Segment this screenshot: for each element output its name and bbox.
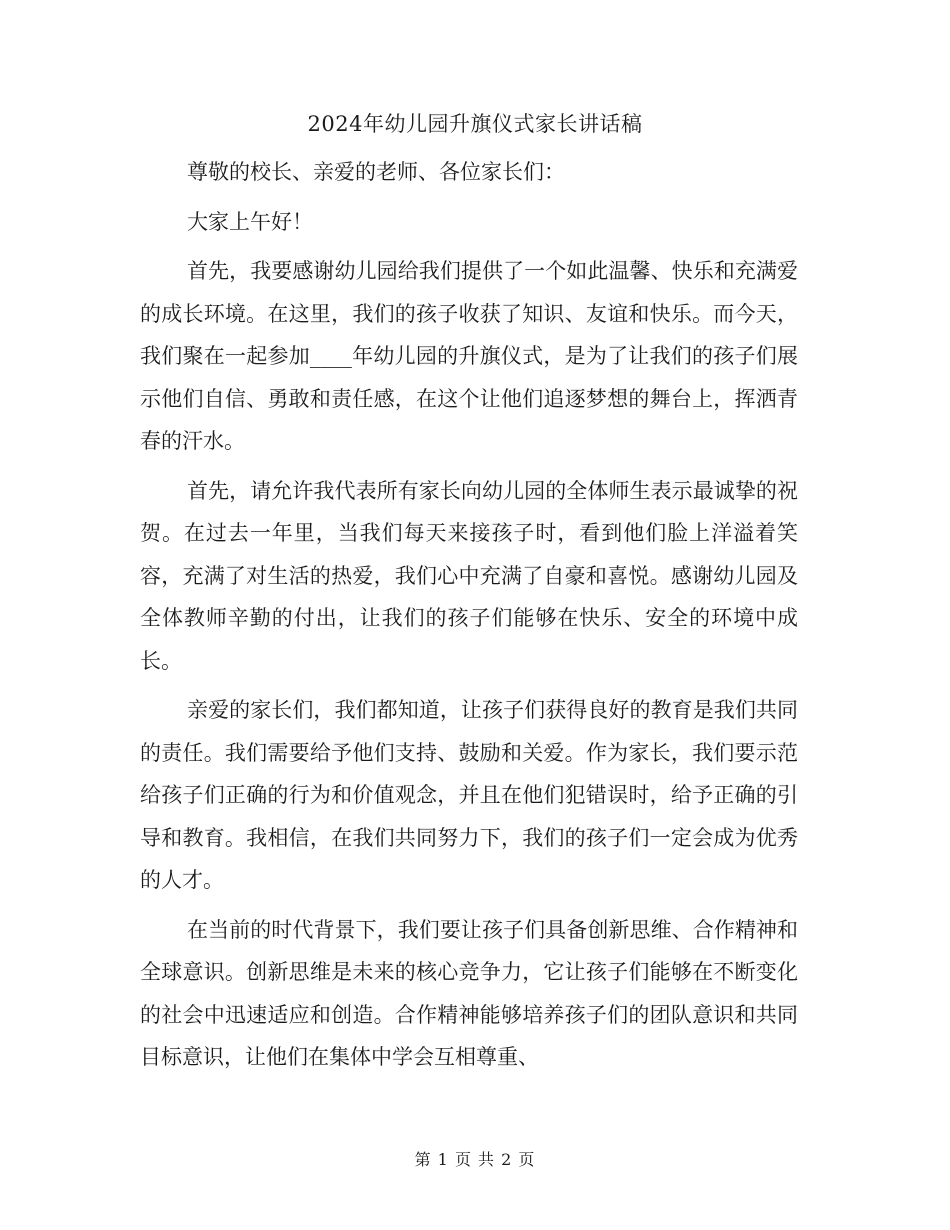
greeting-paragraph: 大家上午好！ xyxy=(187,209,313,234)
document-title: 2024年幼儿园升旗仪式家长讲话稿 xyxy=(307,112,643,136)
salutation-paragraph: 尊敬的校长、亲爱的老师、各位家长们： xyxy=(187,160,565,184)
body-paragraph: 首先，我要感谢幼儿园给我们提供了一个如此温馨、快乐和充满爱的成长环境。在这里，我们的孩子收获了知识、友谊和快乐。而今天，我们聚在一起参加____年幼儿园的升旗仪式，是为了让我们的孩子们展示他们自信、勇敢和责任感，在这个让他们追逐梦想的舞台上，挥洒青春的汗水。 xyxy=(140,259,798,453)
body-paragraph: 亲爱的家长们，我们都知道，让孩子们获得良好的教育是我们共同的责任。我们需要给予他们支持、鼓励和关爱。作为家长，我们要示范给孩子们正确的行为和价值观念，并且在他们犯错误时，给予正确的引导和教育。我相信，在我们共同努力下，我们的孩子们一定会成为优秀的人才。 xyxy=(140,698,798,892)
page-number-footer: 第 1 页 共 2 页 xyxy=(414,1150,536,1169)
document-body xyxy=(140,151,798,1086)
body-paragraph: 首先，请允许我代表所有家长向幼儿园的全体师生表示最诚挚的祝贺。在过去一年里，当我们每天来接孩子时，看到他们脸上洋溢着笑容，充满了对生活的热爱，我们心中充满了自豪和喜悦。感谢幼儿园及全体教师辛勤的付出，让我们的孩子们能够在快乐、安全的环境中成长。 xyxy=(140,478,798,673)
body-paragraph: 在当前的时代背景下，我们要让孩子们具备创新思维、合作精神和全球意识。创新思维是未来的核心竞争力，它让孩子们能够在不断变化的社会中迅速适应和创造。合作精神能够培养孩子们的团队意识和共同目标意识，让他们在集体中学会互相尊重、 xyxy=(140,917,798,1069)
